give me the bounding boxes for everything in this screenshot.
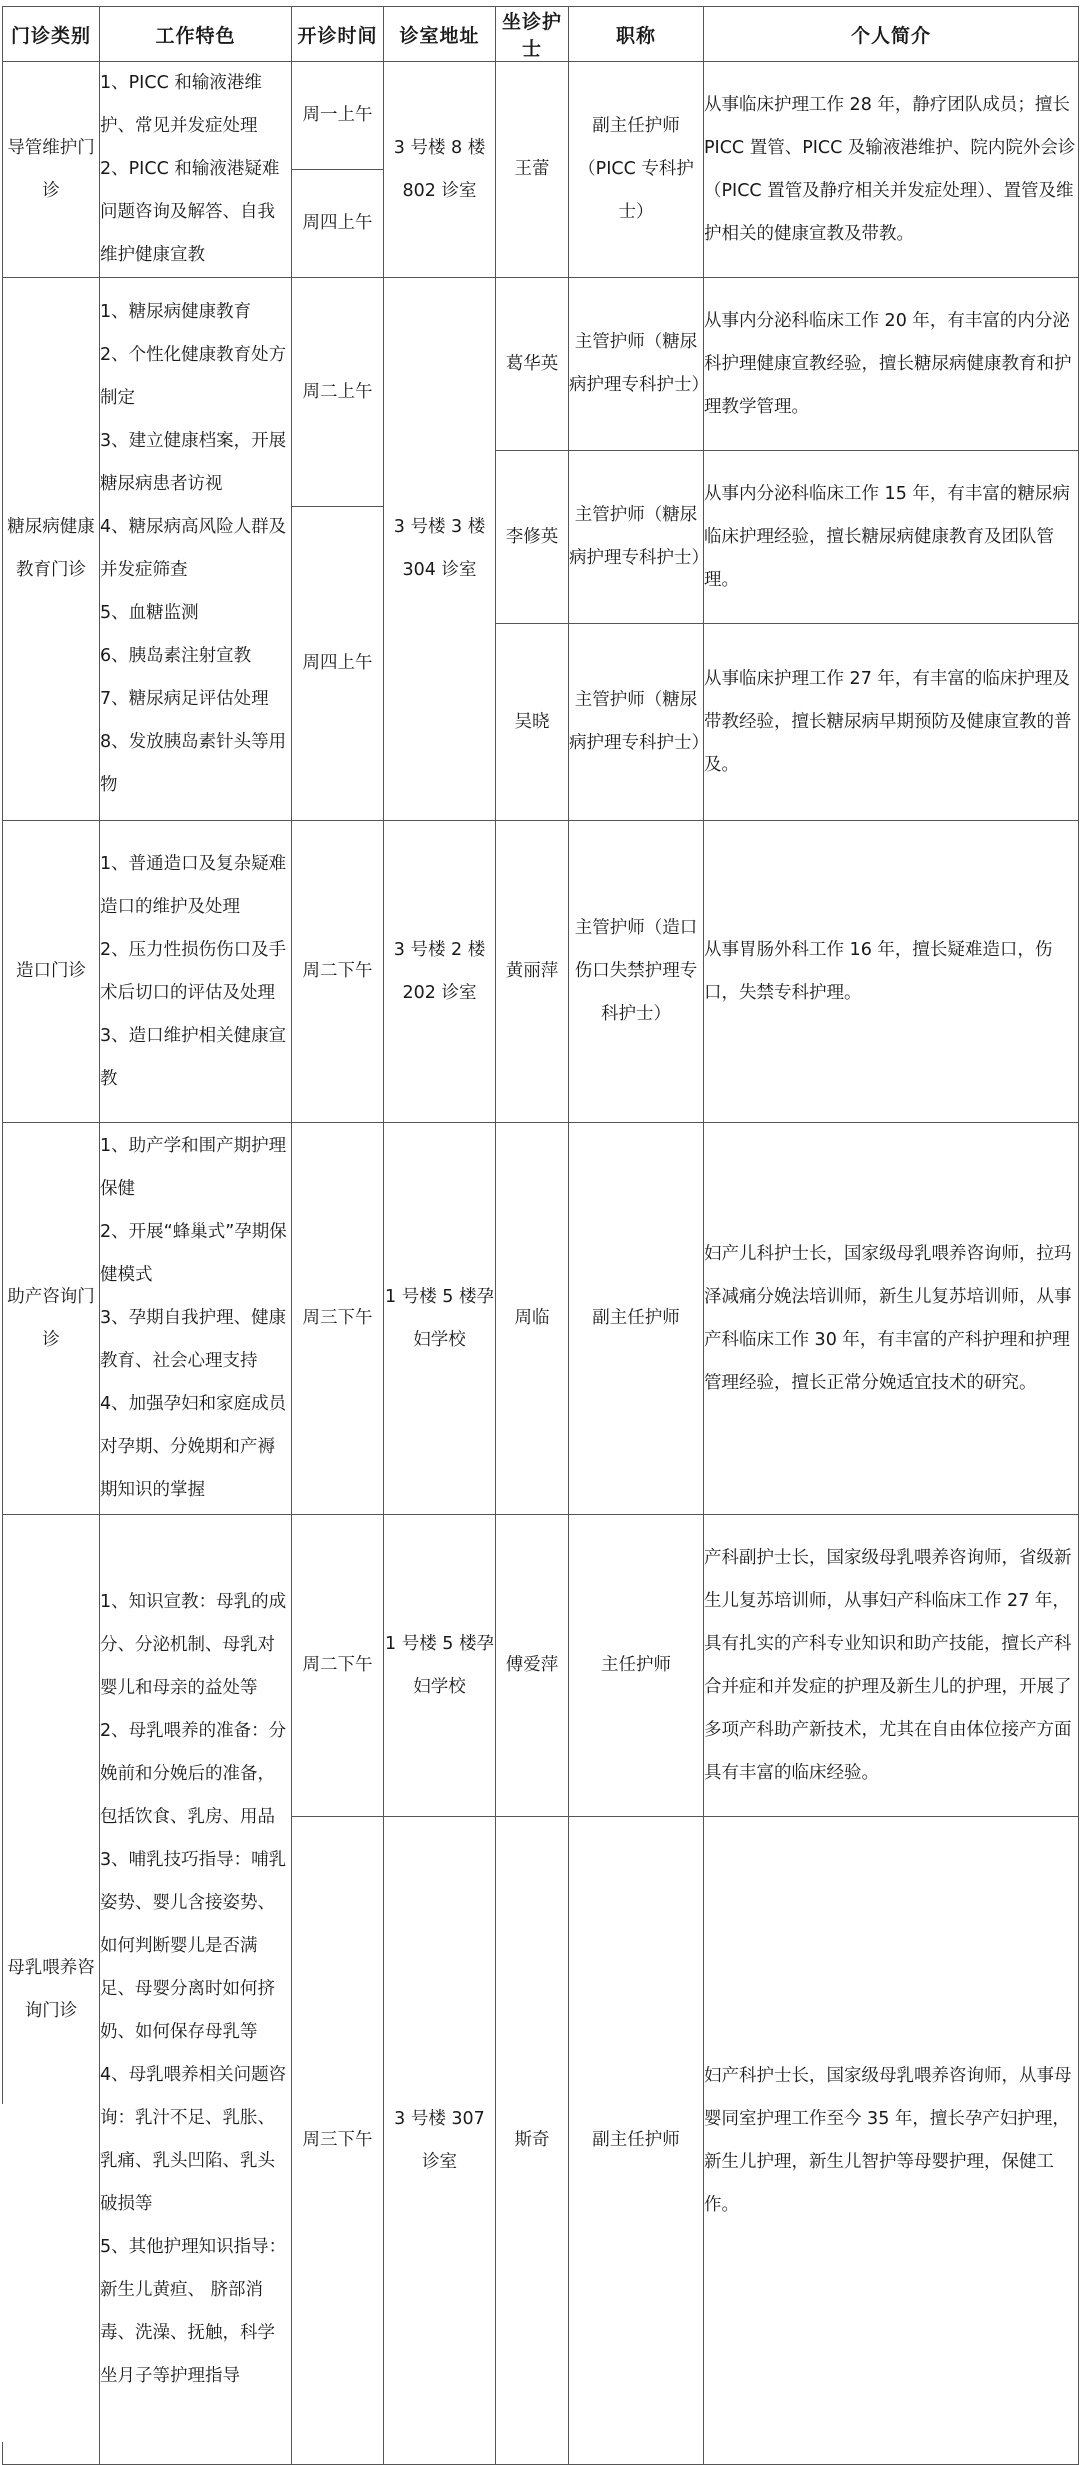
feature-item: 3、建立健康档案，开展糖尿病患者访视 <box>100 431 287 494</box>
table-row <box>3 1123 1079 1515</box>
nurse-bio: 妇产儿科护士长，国家级母乳喂养咨询师，拉玛泽减痛分娩法培训师，新生儿复苏培训师，从事产科临床工作 30 年，有丰富的产科护理和护理管理经验，擅长正常分娩适宜技术的研究。 <box>704 1123 1079 1515</box>
clinic-category: 助产咨询门诊 <box>3 1123 100 1515</box>
clinic-address: 3 号楼 307 诊室 <box>384 1817 496 2465</box>
clinic-features <box>100 1515 292 2465</box>
feature-item: 3、孕期自我护理、健康教育、社会心理支持 <box>100 1308 287 1371</box>
nurse-bio: 从事内分泌科临床工作 20 年，有丰富的内分泌科护理健康宣教经验，擅长糖尿病健康教育和护理教学管理。 <box>704 278 1079 451</box>
feature-item: 2、压力性损伤伤口及手术后切口的评估及处理 <box>100 939 287 1003</box>
clinic-schedule-table <box>2 6 1079 2465</box>
nurse-name: 傅爱萍 <box>496 1515 569 1817</box>
clinic-address: 3 号楼 3 楼 304 诊室 <box>384 278 496 821</box>
nurse-bio: 从事胃肠外科工作 16 年，擅长疑难造口，伤口，失禁专科护理。 <box>704 821 1079 1123</box>
table-row <box>3 1515 1079 1817</box>
nurse-name: 李修英 <box>496 451 569 624</box>
feature-item: 4、母乳喂养相关问题咨询：乳汁不足、乳胀、乳痛、乳头凹陷、乳头破损等 <box>100 2065 287 2214</box>
nurse-name: 周临 <box>496 1123 569 1515</box>
nurse-name: 吴晓 <box>496 624 569 821</box>
feature-item: 5、其他护理知识指导：新生儿黄疸、 脐部消毒、洗澡、抚触，科学坐月子等护理指导 <box>100 2237 287 2386</box>
header-time: 开诊时间 <box>292 7 384 62</box>
nurse-title: 主管护师（糖尿病护理专科护士） <box>569 278 704 451</box>
clinic-address: 1 号楼 5 楼孕妇学校 <box>384 1123 496 1515</box>
feature-item: 7、糖尿病足评估处理 <box>100 689 269 709</box>
header-nurse: 坐诊护士 <box>496 7 569 62</box>
table-header-row <box>3 7 1079 62</box>
clinic-category: 糖尿病健康教育门诊 <box>3 278 100 821</box>
nurse-title: 副主任护师（PICC 专科护士） <box>569 62 704 278</box>
feature-item: 4、糖尿病高风险人群及并发症筛查 <box>100 517 287 580</box>
clinic-features <box>100 1123 292 1515</box>
clinic-time: 周四上午 <box>292 507 384 821</box>
clinic-time: 周一上午 <box>292 62 384 170</box>
nurse-title: 主管护师（造口伤口失禁护理专科护士） <box>569 821 704 1123</box>
feature-item: 3、造口维护相关健康宣教 <box>100 1025 287 1089</box>
feature-item: 1、知识宣教：母乳的成分、分泌机制、母乳对婴儿和母亲的益处等 <box>100 1592 287 1698</box>
header-title: 职称 <box>569 7 704 62</box>
feature-item: 1、助产学和围产期护理保健 <box>100 1136 287 1199</box>
table-row <box>3 62 1079 170</box>
feature-item: 4、加强孕妇和家庭成员对孕期、分娩期和产褥期知识的掌握 <box>100 1394 287 1500</box>
nurse-bio: 从事临床护理工作 27 年，有丰富的临床护理及带教经验，擅长糖尿病早期预防及健康宣教的普及。 <box>704 624 1079 821</box>
clinic-time: 周二下午 <box>292 821 384 1123</box>
clinic-address: 3 号楼 8 楼 802 诊室 <box>384 62 496 278</box>
nurse-title: 主任护师 <box>569 1515 704 1817</box>
feature-item: 6、胰岛素注射宣教 <box>100 646 252 666</box>
clinic-time: 周二下午 <box>292 1515 384 1817</box>
clinic-time: 周三下午 <box>292 1817 384 2465</box>
feature-item: 2、母乳喂养的准备：分娩前和分娩后的准备，包括饮食、乳房、用品 <box>100 1721 287 1827</box>
clinic-address: 1 号楼 5 楼孕妇学校 <box>384 1515 496 1817</box>
clinic-address: 3 号楼 2 楼 202 诊室 <box>384 821 496 1123</box>
clinic-features <box>100 278 292 821</box>
feature-item: 3、哺乳技巧指导：哺乳姿势、婴儿含接姿势、如何判断婴儿是否满足、母婴分离时如何挤奶、如何保存母乳等 <box>100 1850 287 2042</box>
feature-item: 5、血糖监测 <box>100 603 199 623</box>
feature-item: 2、开展“蜂巢式”孕期保健模式 <box>100 1222 287 1285</box>
feature-item: 8、发放胰岛素针头等用物 <box>100 732 287 795</box>
nurse-title: 副主任护师 <box>569 1123 704 1515</box>
nurse-title: 副主任护师 <box>569 1817 704 2465</box>
nurse-name: 斯奇 <box>496 1817 569 2465</box>
feature-item: 1、PICC 和输液港维护、常见并发症处理 <box>100 73 262 136</box>
nurse-title: 主管护师（糖尿病护理专科护士） <box>569 624 704 821</box>
clinic-category: 导管维护门诊 <box>3 62 100 278</box>
clinic-category: 母乳喂养咨询门诊 <box>3 1515 100 2465</box>
nurse-name: 王蕾 <box>496 62 569 278</box>
header-address: 诊室地址 <box>384 7 496 62</box>
header-category: 门诊类别 <box>3 7 100 62</box>
clinic-features <box>100 62 292 278</box>
clinic-time: 周四上午 <box>292 170 384 278</box>
feature-item: 2、PICC 和输液港疑难问题咨询及解答、自我维护健康宣教 <box>100 159 280 265</box>
nurse-bio: 从事内分泌科临床工作 15 年，有丰富的糖尿病临床护理经验，擅长糖尿病健康教育及团队管理。 <box>704 451 1079 624</box>
clinic-time: 周二上午 <box>292 278 384 507</box>
nurse-name: 黄丽萍 <box>496 821 569 1123</box>
header-features: 工作特色 <box>100 7 292 62</box>
nurse-name: 葛华英 <box>496 278 569 451</box>
page-edge-gap <box>0 2104 7 2442</box>
header-bio: 个人简介 <box>704 7 1079 62</box>
nurse-bio: 从事临床护理工作 28 年，静疗团队成员；擅长 PICC 置管、PICC 及输液港维护、院内院外会诊（PICC 置管及静疗相关并发症处理）、置管及维护相关的健康宣教及带教。 <box>704 62 1079 278</box>
nurse-title: 主管护师（糖尿病护理专科护士） <box>569 451 704 624</box>
feature-item: 2、个性化健康教育处方制定 <box>100 345 287 408</box>
clinic-category: 造口门诊 <box>3 821 100 1123</box>
feature-item: 1、普通造口及复杂疑难造口的维护及处理 <box>100 853 287 917</box>
nurse-bio: 妇产科护士长，国家级母乳喂养咨询师，从事母婴同室护理工作至今 35 年，擅长孕产妇护理，新生儿护理，新生儿智护等母婴护理，保健工作。 <box>704 1817 1079 2465</box>
table-row <box>3 278 1079 451</box>
feature-item: 1、糖尿病健康教育 <box>100 302 252 322</box>
clinic-features <box>100 821 292 1123</box>
nurse-bio: 产科副护士长，国家级母乳喂养咨询师，省级新生儿复苏培训师，从事妇产科临床工作 27 年，具有扎实的产科专业知识和助产技能，擅长产科合并症和并发症的护理及新生儿的护理，开展了多项产科助产新技术，尤其在自由体位接产方面具有丰富的临床经验。 <box>704 1515 1079 1817</box>
clinic-time: 周三下午 <box>292 1123 384 1515</box>
table-row <box>3 821 1079 1123</box>
